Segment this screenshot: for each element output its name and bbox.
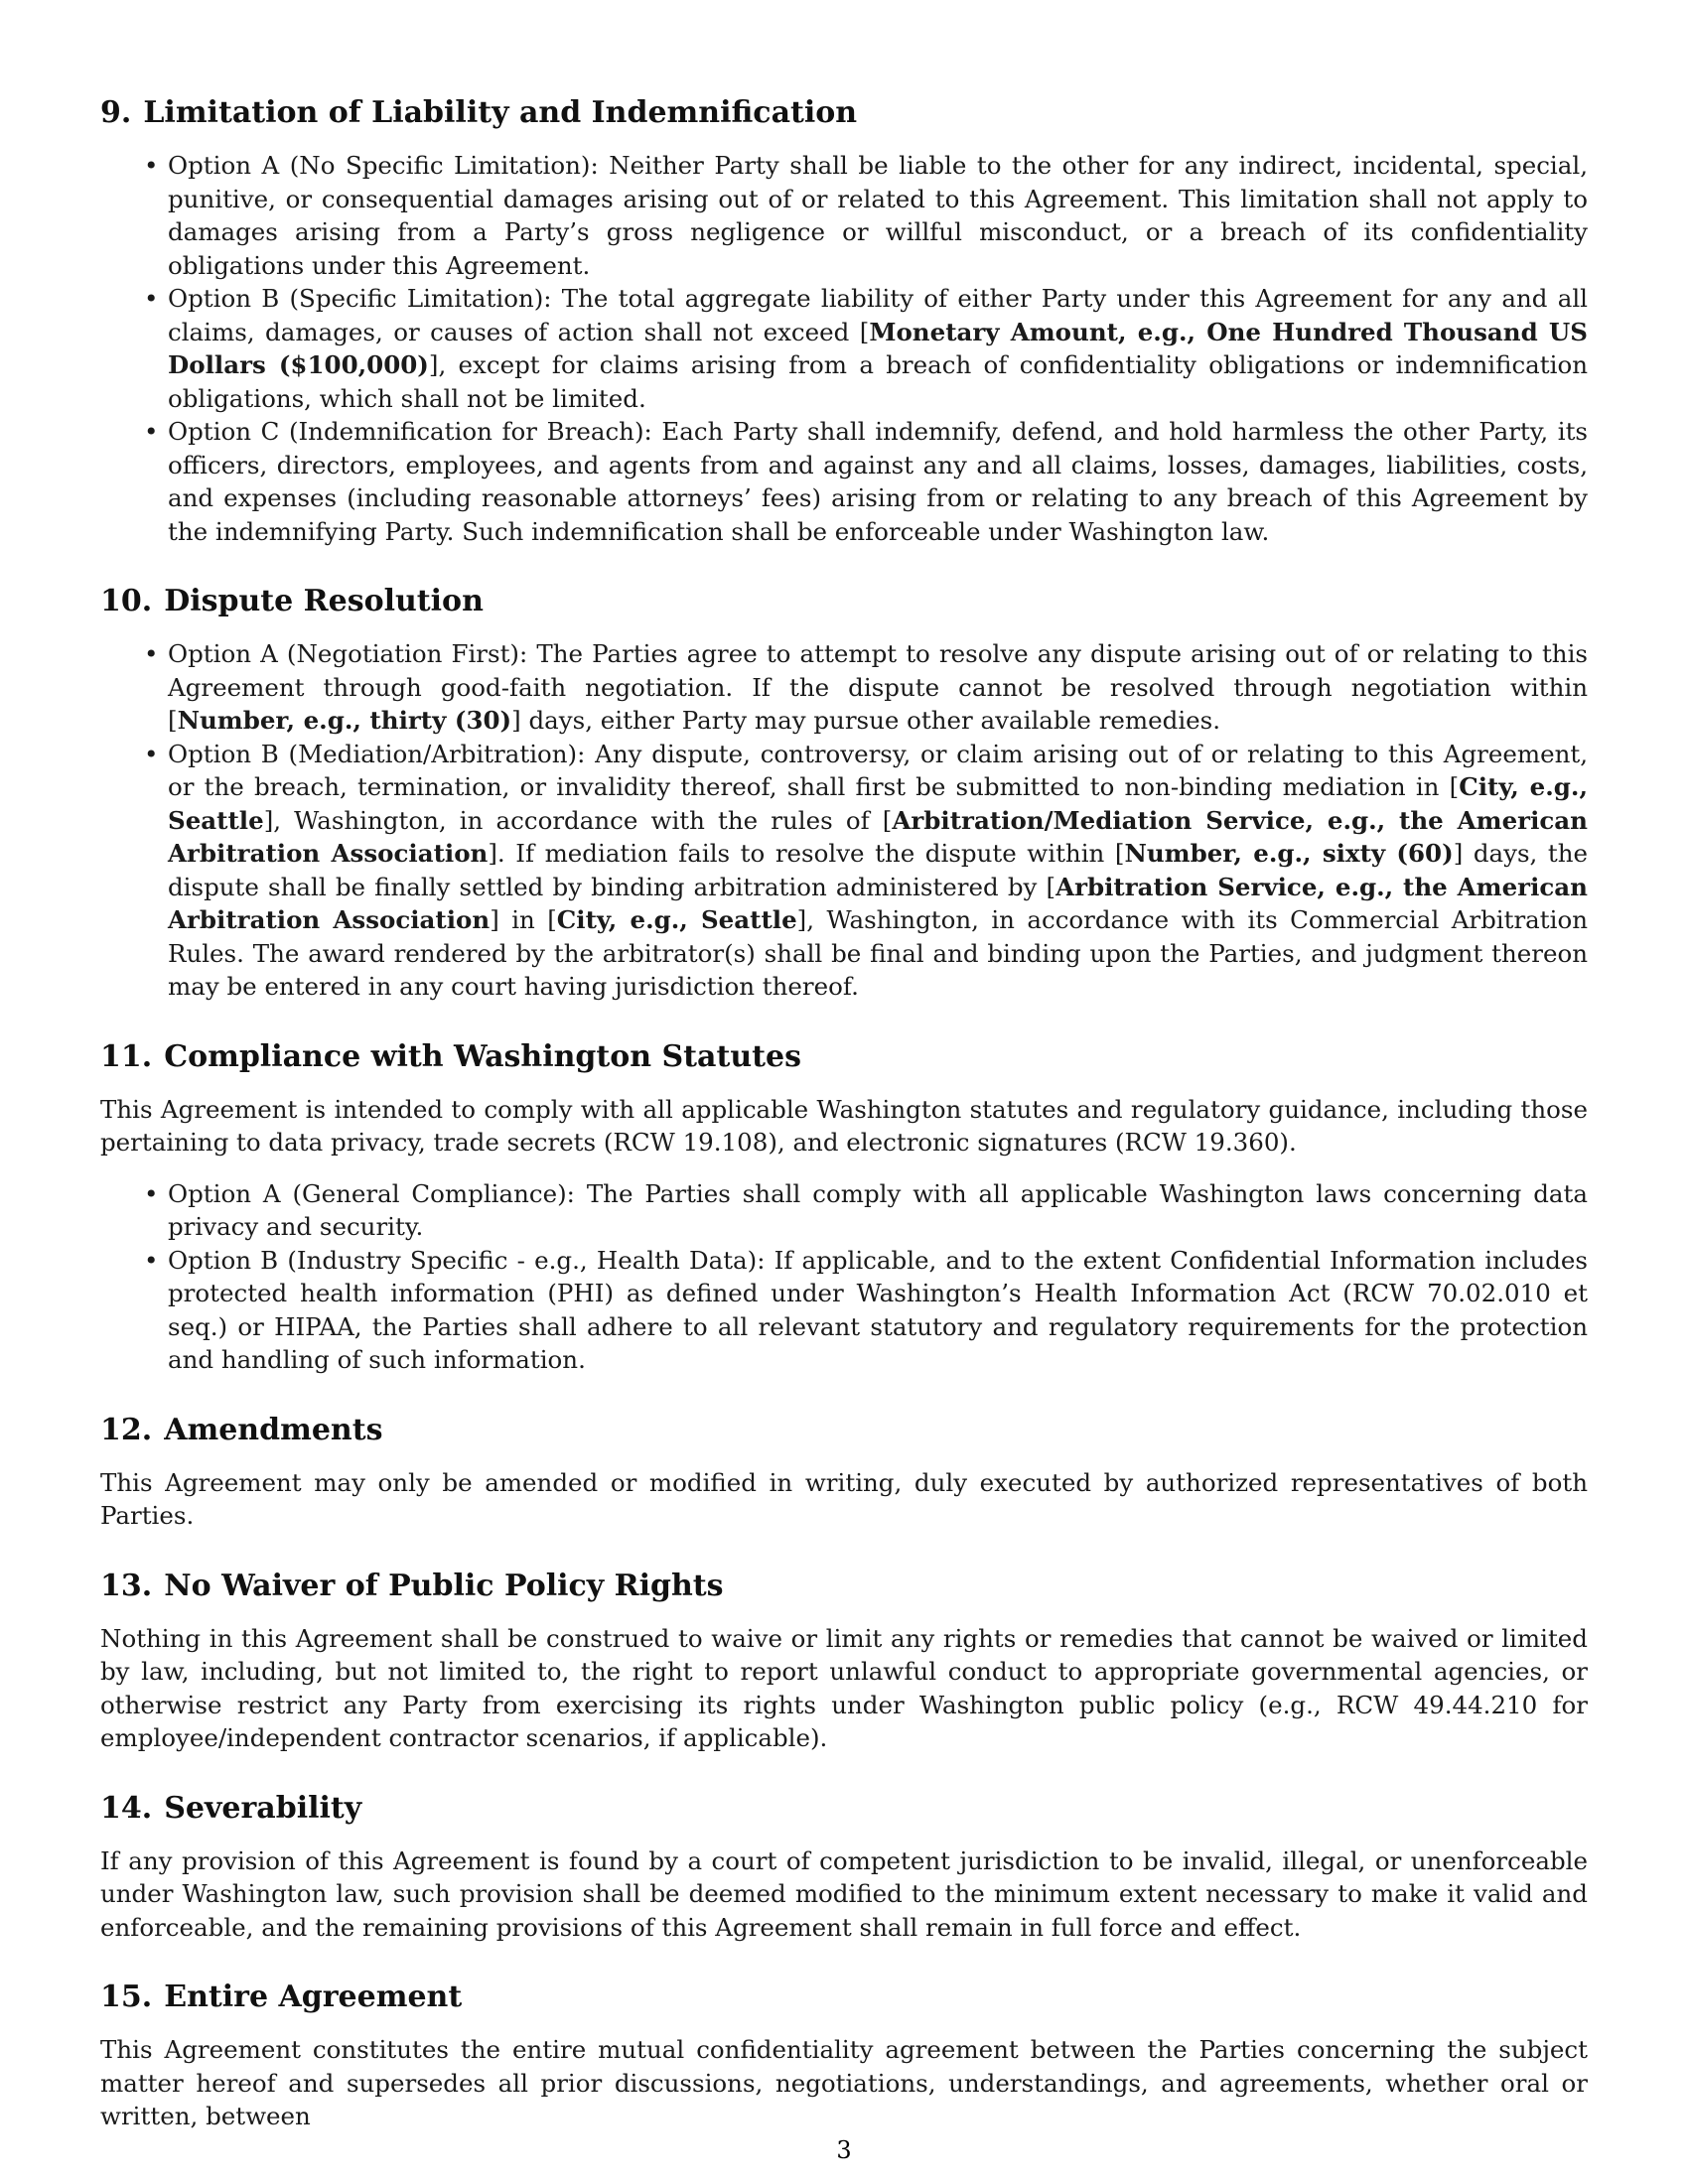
- section-paragraph: If any provision of this Agreement is found by a court of competent jurisdiction to be invalid, illegal, or unenforceable under Washington law, such provision shall be deemed modified to the minimum extent necessary to make it valid and enforceable, and the remaining provisions of this Agreement shall remain in full force and effect.: [100, 1845, 1588, 1942]
- placeholder-bold-text: Number, e.g., sixty (60): [1124, 839, 1454, 868]
- placeholder-bold-text: Arbitration/Mediation Service, e.g., the American Arbitration Association: [168, 805, 1588, 868]
- option-text: Option B (Industry Specific - e.g., Health Data): If applicable, and to the extent Confidential Information includes protected health information (PHI) as defined under Washington’s Health Information Act (RCW 70.02.010 et seq.) or HIPAA, the Parties shall adhere to all relevant statutory and regulatory requirements for the protection and handling of such information.: [168, 1245, 1588, 1374]
- section-number: 12.: [100, 1412, 153, 1447]
- option-item: [168, 637, 1588, 738]
- placeholder-bold-text: Arbitration Service, e.g., the American Arbitration Association: [168, 872, 1588, 934]
- section-heading: [100, 1413, 1588, 1448]
- section-number: 13.: [100, 1568, 153, 1603]
- section-14: [100, 1791, 1588, 1945]
- placeholder-bold-text: City, e.g., Seattle: [168, 772, 1588, 835]
- section-title: No Waiver of Public Policy Rights: [164, 1568, 724, 1603]
- section-paragraph: Nothing in this Agreement shall be construed to waive or limit any rights or remedies that cannot be waived or limited by law, including, but not limited to, the right to report unlawful conduct to appropriate governmental agencies, or otherwise restrict any Party from exercising its rights under Washington public policy (e.g., RCW 49.44.210 for employee/independent contractor scenarios, if applicable).: [100, 1623, 1588, 1752]
- section-paragraph: This Agreement may only be amended or modified in writing, duly executed by authorized representatives of both Parties.: [100, 1467, 1588, 1530]
- placeholder-bold-text: Number, e.g., thirty (30): [177, 706, 512, 735]
- option-text: ], except for claims arising from a breach of confidentiality obligations or indemnification obligations, which shall not be limited.: [168, 350, 1588, 413]
- section-heading: [100, 1791, 1588, 1827]
- section-title: Amendments: [164, 1412, 383, 1447]
- option-text: Option C (Indemnification for Breach): Each Party shall indemnify, defend, and hold harmless the other Party, its officers, directors, employees, and agents from and against any and all claims, losses, damages, liabilities, costs, and expenses (including reasonable attorneys’ fees) arising from or relating to any breach of this Agreement by the indemnifying Party. Such indemnification shall be enforceable under Washington law.: [168, 417, 1588, 546]
- option-item: [168, 1244, 1588, 1377]
- option-text: ] days, the dispute shall be finally settled by binding arbitration administered by [: [168, 839, 1589, 901]
- option-item: [168, 1177, 1588, 1244]
- option-text: ], Washington, in accordance with its Commercial Arbitration Rules. The award rendered by the arbitrator(s) shall be final and binding upon the Parties, and judgment thereon may be entered in any court having jurisdiction thereof.: [168, 905, 1589, 1001]
- section-paragraph: This Agreement is intended to comply with all applicable Washington statutes and regulatory guidance, including those pertaining to data privacy, trade secrets (RCW 19.108), and electronic signatures (RCW 19.360).: [100, 1094, 1588, 1157]
- section-heading: [100, 95, 1588, 131]
- section-15: [100, 1979, 1588, 2133]
- option-list: [100, 149, 1588, 548]
- document-page: [100, 95, 1588, 2169]
- option-text: Option A (Negotiation First): The Parties agree to attempt to resolve any dispute arising out of or relating to this Agreement through good-faith negotiation. If the dispute cannot be resolved through negotiation within [: [168, 639, 1588, 735]
- section-10: [100, 584, 1588, 1004]
- option-item: [168, 415, 1588, 548]
- option-item: [168, 282, 1588, 415]
- section-title: Compliance with Washington Statutes: [164, 1038, 801, 1074]
- section-title: Dispute Resolution: [164, 584, 484, 618]
- section-heading: [100, 1979, 1588, 2015]
- section-heading: [100, 1569, 1588, 1604]
- section-11: [100, 1039, 1588, 1377]
- option-text: ] in [: [490, 905, 557, 934]
- option-list: [100, 637, 1588, 1004]
- section-title: Severability: [164, 1790, 362, 1826]
- section-heading: [100, 584, 1588, 619]
- option-item: [168, 149, 1588, 282]
- option-text: ] days, either Party may pursue other available remedies.: [511, 706, 1221, 735]
- option-text: Option B (Specific Limitation): The total aggregate liability of either Party under this Agreement for any and all claims, damages, or causes of action shall not exceed [: [168, 284, 1588, 346]
- option-text: ], Washington, in accordance with the rules of [: [263, 805, 893, 835]
- section-13: [100, 1569, 1588, 1755]
- section-number: 10.: [100, 584, 153, 618]
- section-title: Limitation of Liability and Indemnification: [143, 95, 858, 130]
- section-paragraph: This Agreement constitutes the entire mutual confidentiality agreement between the Parties concerning the subject matter hereof and supersedes all prior discussions, negotiations, understandings, and agreements, whether oral or written, between: [100, 2035, 1588, 2130]
- section-12: [100, 1413, 1588, 1533]
- option-text: Option A (No Specific Limitation): Neither Party shall be liable to the other for any indirect, incidental, special, punitive, or consequential damages arising out of or related to this Agreement. This limitation shall not apply to damages arising from a Party’s gross negligence or willful misconduct, or a breach of its confidentiality obligations under this Agreement.: [168, 151, 1588, 280]
- option-text: Option B (Mediation/Arbitration): Any dispute, controversy, or claim arising out of or relating to this Agreement, or the breach, termination, or invalidity thereof, shall first be submitted to non-binding mediation in [: [168, 739, 1588, 801]
- option-text: Option A (General Compliance): The Parties shall comply with all applicable Washington laws concerning data privacy and security.: [168, 1178, 1588, 1241]
- section-title: Entire Agreement: [164, 1979, 463, 2014]
- placeholder-bold-text: City, e.g., Seattle: [556, 905, 797, 934]
- section-number: 11.: [100, 1038, 153, 1074]
- section-9: [100, 95, 1588, 548]
- section-number: 9.: [100, 95, 132, 130]
- option-text: ]. If mediation fails to resolve the dispute within [: [488, 839, 1125, 868]
- section-number: 14.: [100, 1790, 153, 1826]
- placeholder-bold-text: Monetary Amount, e.g., One Hundred Thousand US Dollars ($100,000): [168, 317, 1588, 379]
- option-list: [100, 1177, 1588, 1377]
- section-number: 15.: [100, 1979, 153, 2014]
- page-number: 3: [836, 2136, 852, 2164]
- option-item: [168, 738, 1588, 1004]
- section-heading: [100, 1039, 1588, 1075]
